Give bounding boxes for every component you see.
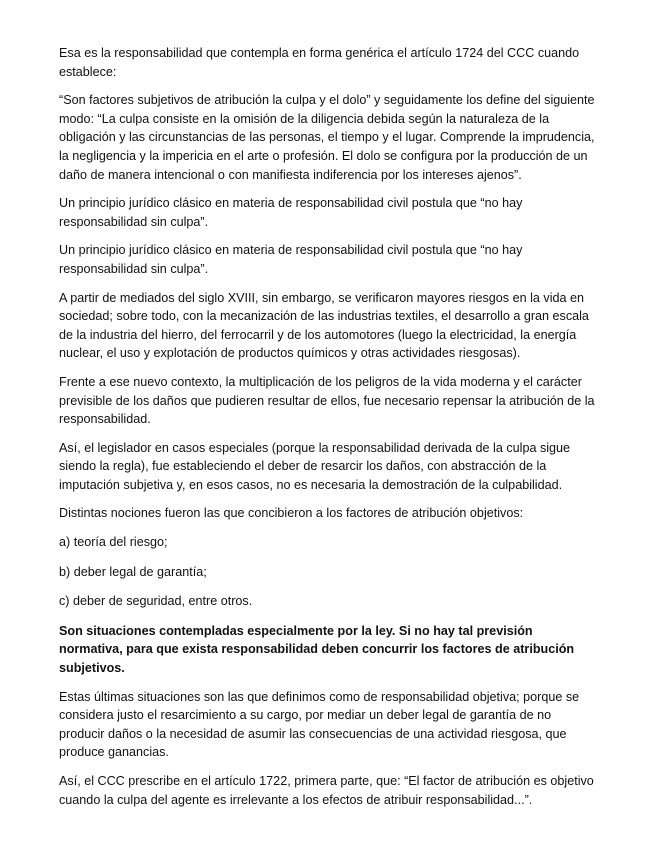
paragraph-bold-statement: Son situaciones contempladas especialmente por la ley. Si no hay tal previsión normativa, para que exista responsabilidad deben concurrir los factores de atribución subjetivos. <box>59 623 575 676</box>
paragraph-principle: Un principio jurídico clásico en materia de responsabilidad civil postula que “no hay responsabilidad sin culpa”. <box>59 196 523 229</box>
paragraph-article-1722: Así, el CCC prescribe en el artículo 1722, primera parte, que: “El factor de atribución es objetivo cuando la culpa del agente es irrelevante a los efectos de atribuir responsabilidad...”. <box>59 774 594 807</box>
paragraph-quote-article-1724: “Son factores subjetivos de atribución la culpa y el dolo” y seguidamente los define del siguiente modo: “La culpa consiste en la omisión de la diligencia debida según la naturaleza de la obligación y las circunstancias de las personas, el tiempo y el lugar. Comprende la imprudencia, la negligencia y la impericia en el arte o profesión. El dolo se configura por la producción de un daño de manera intencional o con manifiesta indiferencia por los intereses ajenos”. <box>59 93 595 182</box>
list-item-garantia: b) deber legal de garantía; <box>59 564 207 579</box>
paragraph-objective-responsibility: Estas últimas situaciones son las que definimos como de responsabilidad objetiva; porque se considera justo el resarcimiento a su cargo, por mediar un deber legal de garantía de no producir daños o la necesidad de asumir las consecuencias de una actividad riesgosa, que produce ganancias. <box>59 689 580 760</box>
paragraph-intro: Esa es la responsabilidad que contempla en forma genérica el artículo 1724 del CCC cuando establece: <box>59 46 580 79</box>
paragraph-new-context: Frente a ese nuevo contexto, la multiplicación de los peligros de la vida moderna y el carácter previsible de los daños que pudieren resultar de ellos, fue necesario repensar la atribución de la responsabilidad. <box>59 374 595 427</box>
document-page <box>59 44 599 819</box>
paragraph-notions: Distintas nociones fueron las que concibieron a los factores de atribución objetivos: <box>59 506 524 521</box>
paragraph-historical-context: A partir de mediados del siglo XVIII, sin embargo, se verificaron mayores riesgos en la vida en sociedad; sobre todo, con la mecanización de las industrias textiles, el desarrollo a gran escala de la industria del hierro, del ferrocarril y de los automotores (luego la electricidad, la energía nuclear, el uso y explotación de productos químicos y otras actividades riesgosas). <box>59 290 589 361</box>
paragraph-principle-repeat: Un principio jurídico clásico en materia de responsabilidad civil postula que “no hay responsabilidad sin culpa”. <box>59 243 523 276</box>
paragraph-legislator: Así, el legislador en casos especiales (porque la responsabilidad derivada de la culpa sigue siendo la regla), fue estableciendo el deber de resarcir los daños, con abstracción de la imputación subjetiva y, en esos casos, no es necesaria la demostración de la culpabilidad. <box>59 440 571 492</box>
list-item-riesgo: a) teoría del riesgo; <box>59 535 168 550</box>
list-item-seguridad: c) deber de seguridad, entre otros. <box>59 594 253 609</box>
